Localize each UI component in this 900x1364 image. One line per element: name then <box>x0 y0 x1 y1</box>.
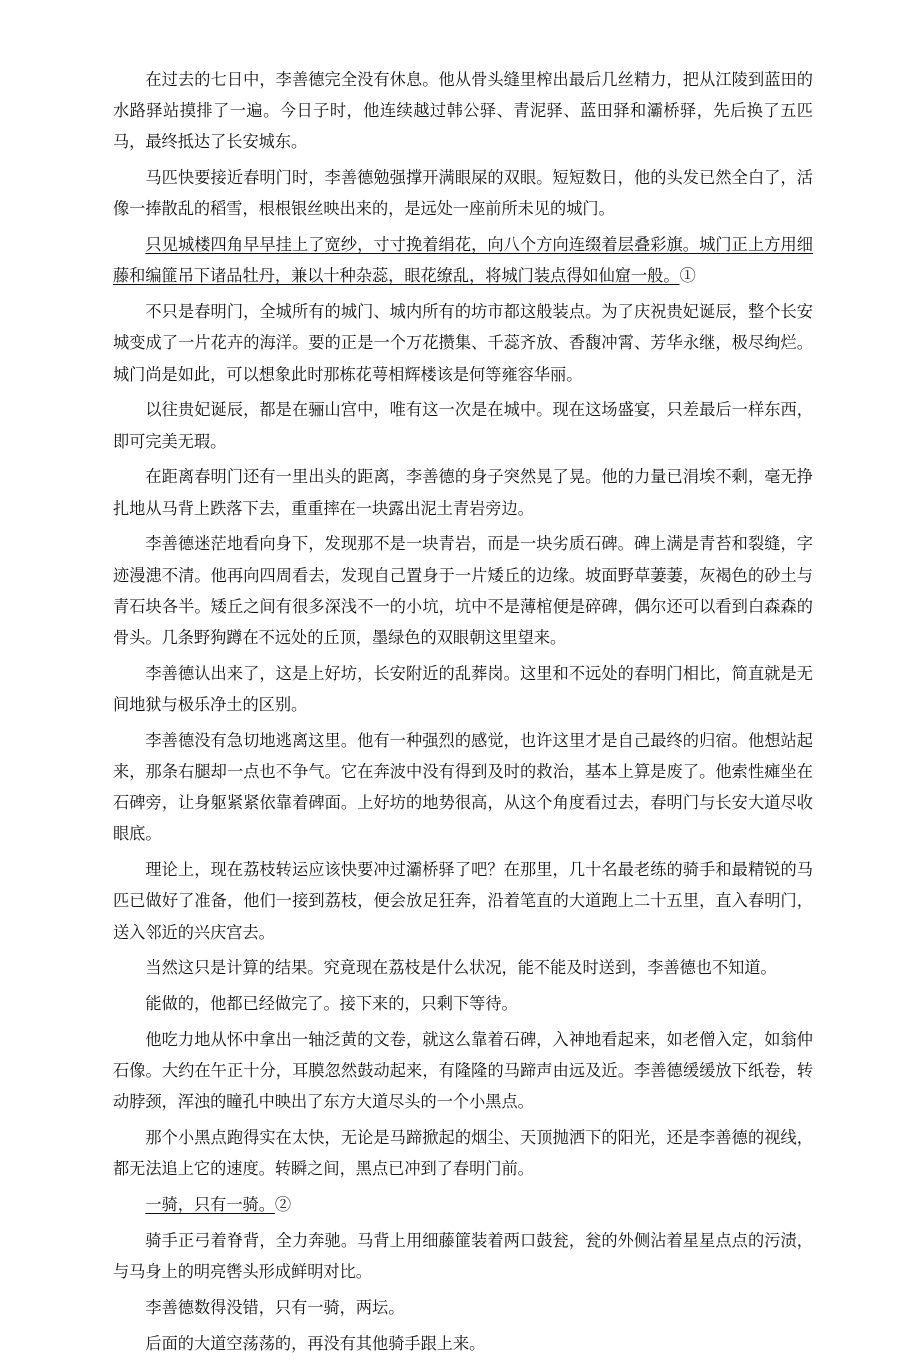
paragraph-11: 当然这只是计算的结果。究竟现在荔枝是什么状况，能不能及时送到，李善德也不知道。 <box>145 958 777 978</box>
paragraph-16: 骑手正弓着脊背，全力奔驰。马背上用细藤篚装着两口鼓瓮，瓮的外侧沾着星星点点的污渍，与马身上的明亮辔头形成鲜明对比。 <box>113 1231 813 1282</box>
paragraph-7: 李善德迷茫地看向身下，发现那不是一块青岩，而是一块劣质石碑。碑上满是青苔和裂缝，字迹漫漶不清。他再向四周看去，发现自己置身于一片矮丘的边缘。坡面野草萋萋，灰褐色的砂土与青石块各半。矮丘之间有很多深浅不一的小坑，坑中不是薄棺便是碎碑，偶尔还可以看到白森森的骨头。几条野狗蹲在不远处的丘顶，墨绿色的双眼朝这里望来。 <box>113 534 813 648</box>
underlined-sentence-2: 一骑，只有一骑。 <box>145 1195 275 1215</box>
underlined-sentence-1: 只见城楼四角早早挂上了宽纱，寸寸挽着绢花，向八个方向连缀着层叠彩旗。城门正上方用细藤和编篚吊下诸品牡丹，兼以十种杂蕊，眼花缭乱，将城门装点得如仙窟一般。 <box>113 235 813 286</box>
paragraph-1: 在过去的七日中，李善德完全没有休息。他从骨头缝里榨出最后几丝精力，把从江陵到蓝田的水路驿站摸排了一遍。今日子时，他连续越过韩公驿、青泥驿、蓝田驿和灞桥驿，先后换了五匹马，最终抵达了长安城东。 <box>113 70 813 152</box>
paragraph-2: 马匹快要接近春明门时，李善德勉强撑开满眼屎的双眼。短短数日，他的头发已然全白了，活像一捧散乱的稻雪，根根银丝映出来的，是远处一座前所未见的城门。 <box>113 168 813 219</box>
paragraph-9: 李善德没有急切地逃离这里。他有一种强烈的感觉，也许这里才是自己最终的归宿。他想站起来，那条右腿却一点也不争气。它在奔波中没有得到及时的救治，基本上算是废了。他索性瘫坐在石碑旁，让身躯紧紧依靠着碑面。上好坊的地势很高，从这个角度看过去，春明门与长安大道尽收眼底。 <box>113 730 813 844</box>
paragraph-15-underlined <box>113 1189 813 1220</box>
paragraph-5: 以往贵妃诞辰，都是在骊山宫中，唯有这一次是在城中。现在这场盛宴，只差最后一样东西，即可完美无瑕。 <box>113 400 813 451</box>
paragraph-8: 李善德认出来了，这是上好坊，长安附近的乱葬岗。这里和不远处的春明门相比，简直就是无间地狱与极乐净土的区别。 <box>113 663 813 715</box>
paragraph-12: 能做的，他都已经做完了。接下来的，只剩下等待。 <box>145 994 518 1014</box>
paragraph-17: 李善德数得没错，只有一骑，两坛。 <box>145 1298 405 1318</box>
marker-1: ① <box>679 266 696 286</box>
marker-2: ② <box>274 1195 292 1215</box>
paragraph-14: 那个小黑点跑得实在太快，无论是马蹄掀起的烟尘、天顶抛洒下的阳光，还是李善德的视线，都无法追上它的速度。转瞬之间，黑点已冲到了春明门前。 <box>113 1128 813 1179</box>
document-body <box>113 64 813 1364</box>
paragraph-3-underlined <box>113 229 813 291</box>
paragraph-10: 理论上，现在荔枝转运应该快要冲过灞桥驿了吧？在那里，几十名最老练的骑手和最精锐的马匹已做好了准备，他们一接到荔枝，便会放足狂奔，沿着笔直的大道跑上二十五里，直入春明门，送入邻近的兴庆宫去。 <box>113 860 813 942</box>
paragraph-13: 他吃力地从怀中拿出一轴泛黄的文卷，就这么靠着石碑，入神地看起来，如老僧入定，如翁仲石像。大约在午正十分，耳膜忽然鼓动起来，有隆隆的马蹄声由远及近。李善德缓缓放下纸卷，转动脖颈，浑浊的瞳孔中映出了东方大道尽头的一个小黑点。 <box>113 1030 813 1112</box>
paragraph-18: 后面的大道空荡荡的，再没有其他骑手跟上来。 <box>145 1333 486 1353</box>
paragraph-4: 不只是春明门，全城所有的城门、城内所有的坊市都这般装点。为了庆祝贵妃诞辰，整个长安城变成了一片花卉的海洋。要的正是一个万花攒集、千蕊齐放、香馥冲霄、芳华永继，极尽绚烂。城门尚是如此，可以想象此时那栋花萼相辉楼该是何等雍容华丽。 <box>113 302 813 384</box>
paragraph-6: 在距离春明门还有一里出头的距离，李善德的身子突然晃了晃。他的力量已涓埃不剩，毫无挣扎地从马背上跌落下去，重重摔在一块露出泥土青岩旁边。 <box>113 467 813 518</box>
